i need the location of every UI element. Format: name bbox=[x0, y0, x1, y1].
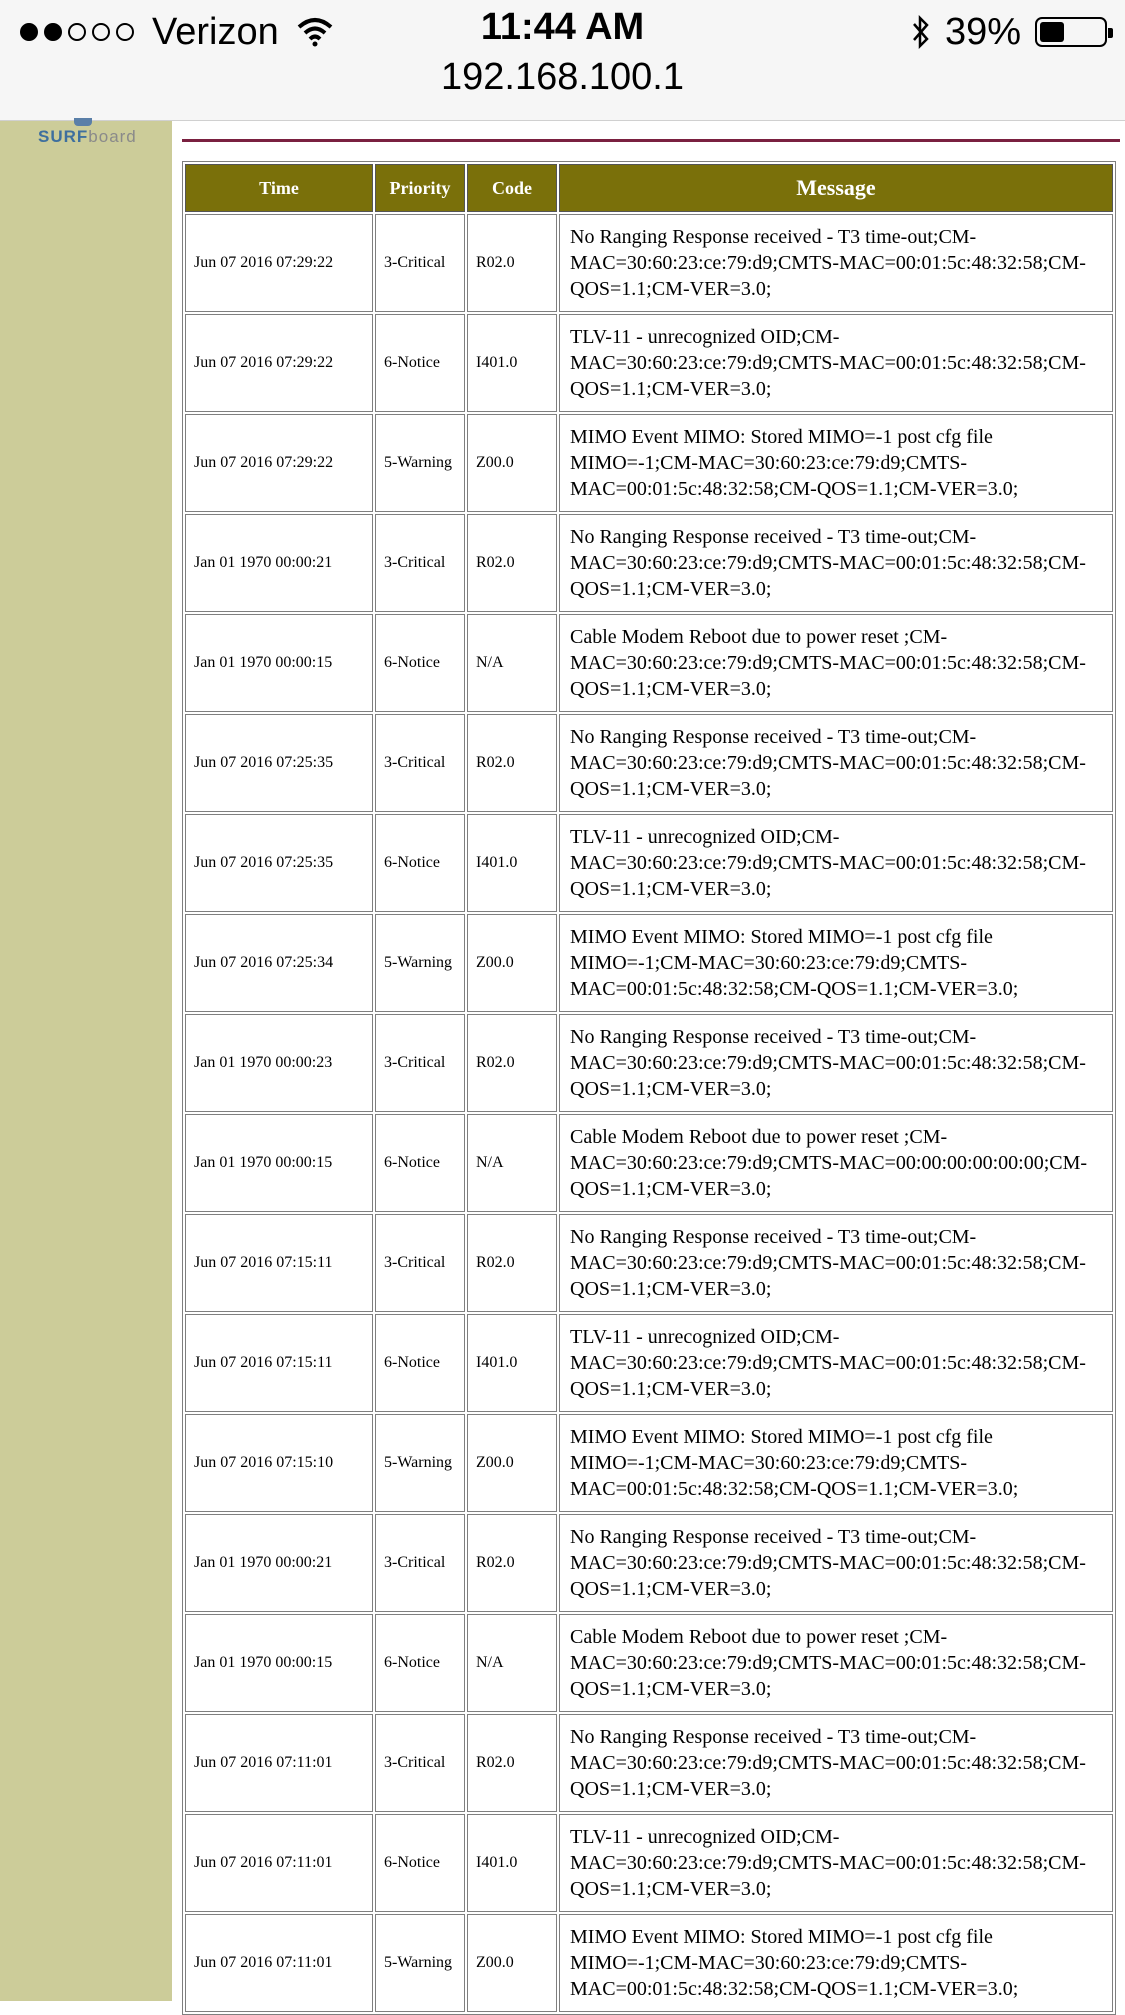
cell-priority: 3-Critical bbox=[375, 1214, 465, 1312]
cell-time: Jan 01 1970 00:00:21 bbox=[185, 514, 373, 612]
cell-time: Jan 01 1970 00:00:21 bbox=[185, 1514, 373, 1612]
battery-percent: 39% bbox=[944, 10, 1021, 53]
cell-code: R02.0 bbox=[467, 1014, 557, 1112]
cell-time: Jun 07 2016 07:25:34 bbox=[185, 914, 373, 1012]
cell-time: Jan 01 1970 00:00:23 bbox=[185, 1014, 373, 1112]
cell-time: Jan 01 1970 00:00:15 bbox=[185, 614, 373, 712]
battery-nub bbox=[1108, 28, 1113, 38]
cell-priority: 3-Critical bbox=[375, 214, 465, 312]
table-row bbox=[185, 1514, 1113, 1612]
cell-time: Jun 07 2016 07:15:11 bbox=[185, 1214, 373, 1312]
logo-bold-text: SURF bbox=[38, 127, 89, 146]
cell-code: R02.0 bbox=[467, 1514, 557, 1612]
cell-time: Jun 07 2016 07:29:22 bbox=[185, 414, 373, 512]
cell-time: Jun 07 2016 07:15:11 bbox=[185, 1314, 373, 1412]
table-row bbox=[185, 314, 1113, 412]
status-time: 11:44 AM bbox=[480, 6, 645, 48]
cell-message: No Ranging Response received - T3 time-out;CM-MAC=30:60:23:ce:79:d9;CMTS-MAC=00:01:5c:48:32:58;CM-QOS=1.1;CM-VER=3.0; bbox=[559, 514, 1113, 612]
cell-time: Jun 07 2016 07:11:01 bbox=[185, 1814, 373, 1912]
cell-message: Cable Modem Reboot due to power reset ;CM-MAC=30:60:23:ce:79:d9;CMTS-MAC=00:00:00:00:00:00;CM-QOS=1.1;CM-VER=3.0; bbox=[559, 1114, 1113, 1212]
cell-message: MIMO Event MIMO: Stored MIMO=-1 post cfg file MIMO=-1;CM-MAC=30:60:23:ce:79:d9;CMTS-MAC=00:01:5c:48:32:58;CM-QOS=1.1;CM-VER=3.0; bbox=[559, 1914, 1113, 2012]
table-row bbox=[185, 1814, 1113, 1912]
ios-status-bar bbox=[0, 0, 1125, 121]
table-row bbox=[185, 1914, 1113, 2012]
column-header-message: Message bbox=[559, 164, 1113, 212]
surfboard-logo[interactable] bbox=[38, 127, 137, 147]
column-header-time: Time bbox=[185, 164, 373, 212]
cell-priority: 3-Critical bbox=[375, 714, 465, 812]
table-row bbox=[185, 414, 1113, 512]
bluetooth-icon bbox=[911, 15, 931, 49]
table-row bbox=[185, 514, 1113, 612]
cell-code: N/A bbox=[467, 1114, 557, 1212]
cell-priority: 6-Notice bbox=[375, 614, 465, 712]
cell-code: R02.0 bbox=[467, 714, 557, 812]
cell-priority: 6-Notice bbox=[375, 1114, 465, 1212]
cell-message: MIMO Event MIMO: Stored MIMO=-1 post cfg file MIMO=-1;CM-MAC=30:60:23:ce:79:d9;CMTS-MAC=00:01:5c:48:32:58;CM-QOS=1.1;CM-VER=3.0; bbox=[559, 414, 1113, 512]
cell-time: Jun 07 2016 07:15:10 bbox=[185, 1414, 373, 1512]
table-header-row bbox=[185, 164, 1113, 212]
cell-priority: 5-Warning bbox=[375, 1914, 465, 2012]
table-row bbox=[185, 1214, 1113, 1312]
cell-message: No Ranging Response received - T3 time-out;CM-MAC=30:60:23:ce:79:d9;CMTS-MAC=00:01:5c:48:32:58;CM-QOS=1.1;CM-VER=3.0; bbox=[559, 1014, 1113, 1112]
cell-priority: 5-Warning bbox=[375, 1414, 465, 1512]
cell-code: I401.0 bbox=[467, 814, 557, 912]
event-log-table bbox=[182, 161, 1116, 2015]
cell-code: I401.0 bbox=[467, 314, 557, 412]
column-header-code: Code bbox=[467, 164, 557, 212]
event-log-body bbox=[185, 214, 1113, 2012]
logo-rest-text: board bbox=[88, 127, 137, 146]
cell-priority: 6-Notice bbox=[375, 314, 465, 412]
cell-message: TLV-11 - unrecognized OID;CM-MAC=30:60:23:ce:79:d9;CMTS-MAC=00:01:5c:48:32:58;CM-QOS=1.1;CM-VER=3.0; bbox=[559, 314, 1113, 412]
cell-time: Jun 07 2016 07:29:22 bbox=[185, 214, 373, 312]
table-row bbox=[185, 814, 1113, 912]
cell-priority: 6-Notice bbox=[375, 814, 465, 912]
header-divider bbox=[182, 139, 1120, 142]
cell-message: MIMO Event MIMO: Stored MIMO=-1 post cfg file MIMO=-1;CM-MAC=30:60:23:ce:79:d9;CMTS-MAC=00:01:5c:48:32:58;CM-QOS=1.1;CM-VER=3.0; bbox=[559, 1414, 1113, 1512]
cell-code: I401.0 bbox=[467, 1314, 557, 1412]
cell-time: Jun 07 2016 07:11:01 bbox=[185, 1914, 373, 2012]
cell-code: N/A bbox=[467, 1614, 557, 1712]
cell-code: Z00.0 bbox=[467, 914, 557, 1012]
table-row bbox=[185, 214, 1113, 312]
battery-fill bbox=[1040, 22, 1064, 42]
cell-code: N/A bbox=[467, 614, 557, 712]
table-row bbox=[185, 1614, 1113, 1712]
cell-message: No Ranging Response received - T3 time-out;CM-MAC=30:60:23:ce:79:d9;CMTS-MAC=00:01:5c:48:32:58;CM-QOS=1.1;CM-VER=3.0; bbox=[559, 1714, 1113, 1812]
address-url[interactable]: 192.168.100.1 bbox=[440, 56, 684, 98]
table-row bbox=[185, 1014, 1113, 1112]
cell-message: No Ranging Response received - T3 time-out;CM-MAC=30:60:23:ce:79:d9;CMTS-MAC=00:01:5c:48:32:58;CM-QOS=1.1;CM-VER=3.0; bbox=[559, 1514, 1113, 1612]
cell-message: TLV-11 - unrecognized OID;CM-MAC=30:60:23:ce:79:d9;CMTS-MAC=00:01:5c:48:32:58;CM-QOS=1.1;CM-VER=3.0; bbox=[559, 814, 1113, 912]
cell-message: No Ranging Response received - T3 time-out;CM-MAC=30:60:23:ce:79:d9;CMTS-MAC=00:01:5c:48:32:58;CM-QOS=1.1;CM-VER=3.0; bbox=[559, 1214, 1113, 1312]
battery-icon bbox=[1035, 17, 1107, 47]
cell-code: Z00.0 bbox=[467, 414, 557, 512]
cell-code: I401.0 bbox=[467, 1814, 557, 1912]
carrier-name: Verizon bbox=[152, 10, 279, 53]
cell-priority: 3-Critical bbox=[375, 1014, 465, 1112]
table-row bbox=[185, 1114, 1113, 1212]
cell-time: Jun 07 2016 07:11:01 bbox=[185, 1714, 373, 1812]
cell-priority: 3-Critical bbox=[375, 1514, 465, 1612]
cell-code: Z00.0 bbox=[467, 1914, 557, 2012]
cell-priority: 5-Warning bbox=[375, 914, 465, 1012]
cell-code: R02.0 bbox=[467, 1214, 557, 1312]
status-right bbox=[911, 8, 1107, 56]
table-row bbox=[185, 1714, 1113, 1812]
table-row bbox=[185, 914, 1113, 1012]
cell-time: Jan 01 1970 00:00:15 bbox=[185, 1114, 373, 1212]
cell-time: Jun 07 2016 07:25:35 bbox=[185, 714, 373, 812]
cell-code: R02.0 bbox=[467, 1714, 557, 1812]
cell-code: R02.0 bbox=[467, 514, 557, 612]
cell-message: MIMO Event MIMO: Stored MIMO=-1 post cfg file MIMO=-1;CM-MAC=30:60:23:ce:79:d9;CMTS-MAC=00:01:5c:48:32:58;CM-QOS=1.1;CM-VER=3.0; bbox=[559, 914, 1113, 1012]
table-row bbox=[185, 1414, 1113, 1512]
cell-time: Jun 07 2016 07:25:35 bbox=[185, 814, 373, 912]
cell-priority: 6-Notice bbox=[375, 1314, 465, 1412]
cell-time: Jun 07 2016 07:29:22 bbox=[185, 314, 373, 412]
cell-message: Cable Modem Reboot due to power reset ;CM-MAC=30:60:23:ce:79:d9;CMTS-MAC=00:01:5c:48:32:58;CM-QOS=1.1;CM-VER=3.0; bbox=[559, 614, 1113, 712]
cell-time: Jan 01 1970 00:00:15 bbox=[185, 1614, 373, 1712]
column-header-priority: Priority bbox=[375, 164, 465, 212]
table-row bbox=[185, 714, 1113, 812]
cell-priority: 3-Critical bbox=[375, 514, 465, 612]
cell-message: TLV-11 - unrecognized OID;CM-MAC=30:60:23:ce:79:d9;CMTS-MAC=00:01:5c:48:32:58;CM-QOS=1.1;CM-VER=3.0; bbox=[559, 1814, 1113, 1912]
surfboard-logo-mark bbox=[74, 118, 92, 126]
cell-priority: 5-Warning bbox=[375, 414, 465, 512]
cell-code: R02.0 bbox=[467, 214, 557, 312]
cell-message: No Ranging Response received - T3 time-out;CM-MAC=30:60:23:ce:79:d9;CMTS-MAC=00:01:5c:48:32:58;CM-QOS=1.1;CM-VER=3.0; bbox=[559, 214, 1113, 312]
cell-message: No Ranging Response received - T3 time-out;CM-MAC=30:60:23:ce:79:d9;CMTS-MAC=00:01:5c:48:32:58;CM-QOS=1.1;CM-VER=3.0; bbox=[559, 714, 1113, 812]
cell-priority: 6-Notice bbox=[375, 1614, 465, 1712]
cell-priority: 6-Notice bbox=[375, 1814, 465, 1912]
cell-priority: 3-Critical bbox=[375, 1714, 465, 1812]
cell-message: Cable Modem Reboot due to power reset ;CM-MAC=30:60:23:ce:79:d9;CMTS-MAC=00:01:5c:48:32:58;CM-QOS=1.1;CM-VER=3.0; bbox=[559, 1614, 1113, 1712]
table-row bbox=[185, 614, 1113, 712]
left-sidebar bbox=[0, 121, 172, 2001]
cell-message: TLV-11 - unrecognized OID;CM-MAC=30:60:23:ce:79:d9;CMTS-MAC=00:01:5c:48:32:58;CM-QOS=1.1;CM-VER=3.0; bbox=[559, 1314, 1113, 1412]
table-row bbox=[185, 1314, 1113, 1412]
cell-code: Z00.0 bbox=[467, 1414, 557, 1512]
